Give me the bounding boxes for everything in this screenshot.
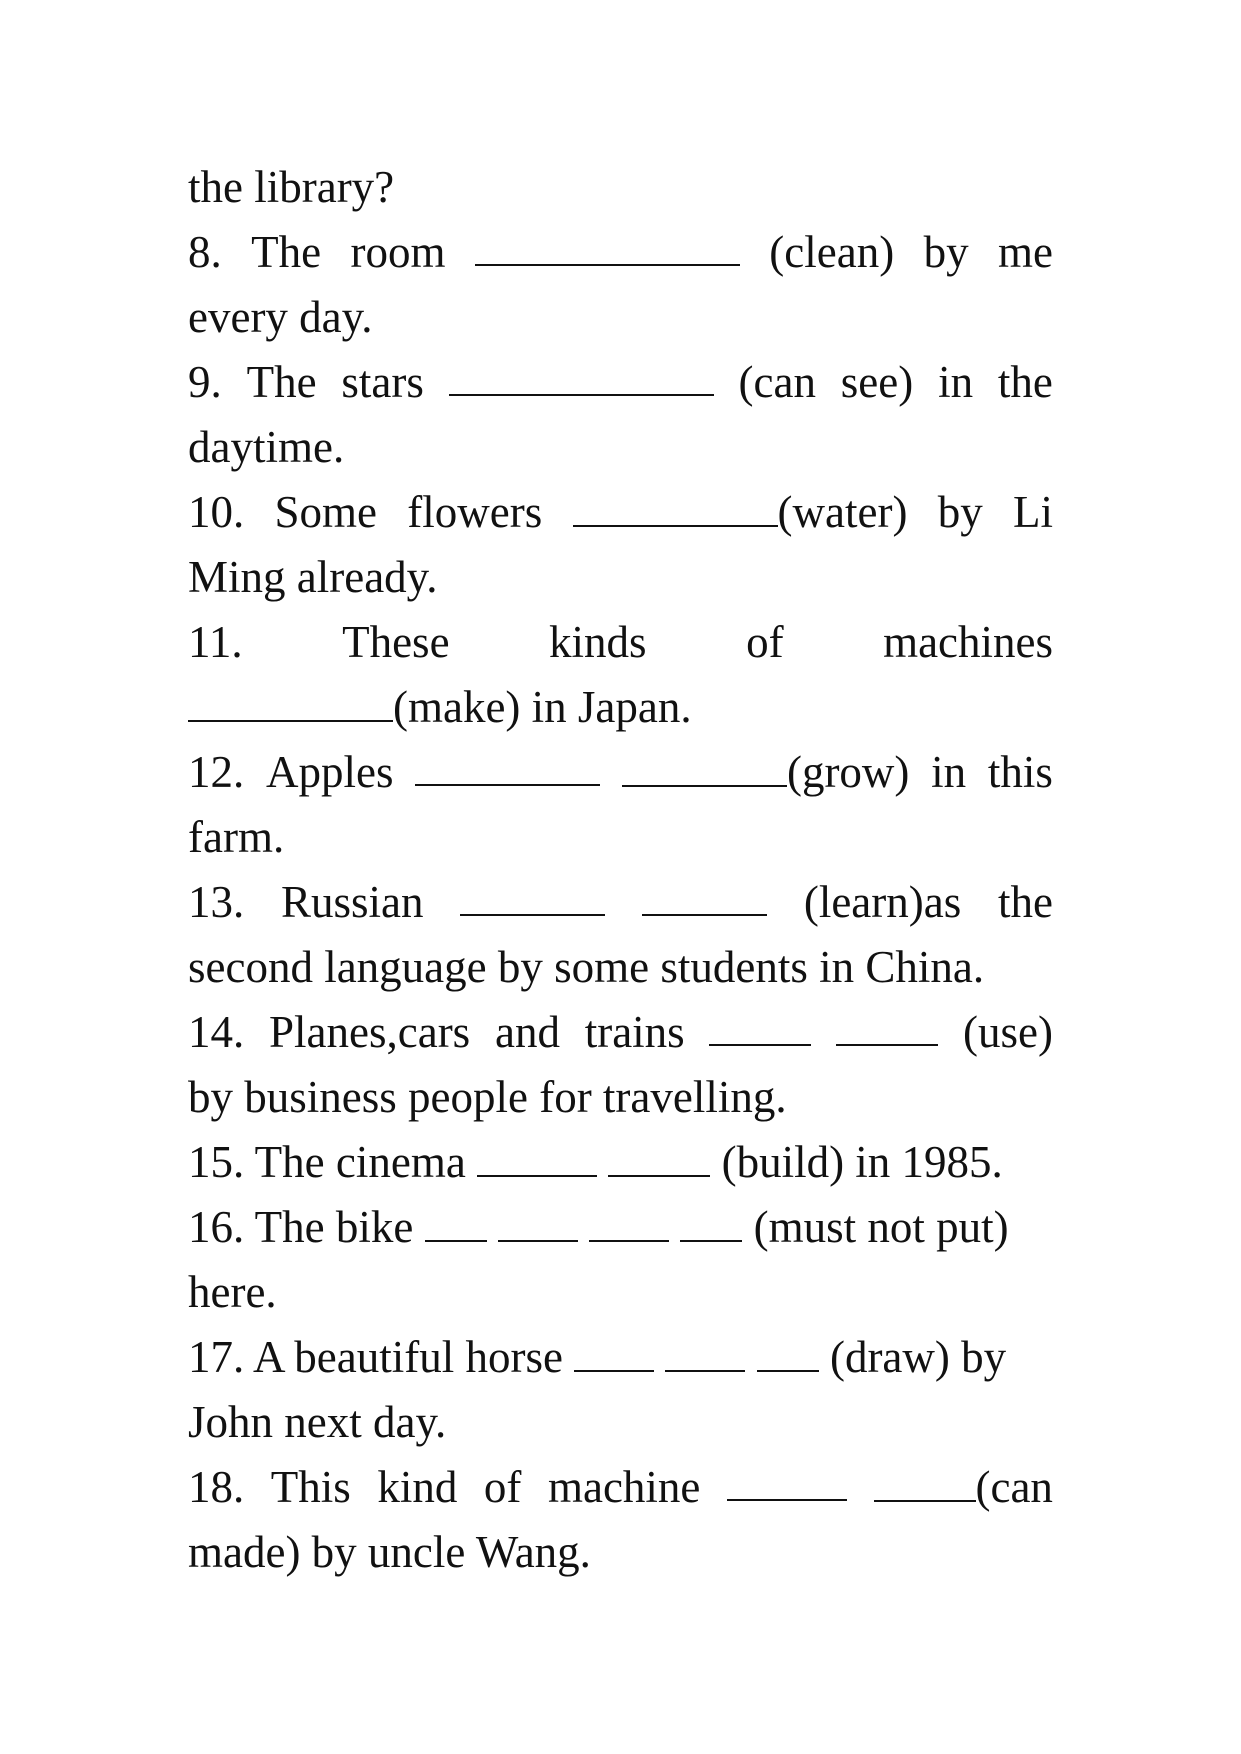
word: 13.: [188, 877, 245, 927]
word: 14.: [188, 1007, 245, 1057]
word: Planes,cars: [269, 1007, 471, 1057]
word: kind: [377, 1462, 458, 1512]
exercise-16-line-1: [188, 1195, 1053, 1260]
word: The: [251, 227, 322, 277]
word: Some: [274, 487, 378, 537]
text: 15. The cinema: [188, 1137, 466, 1187]
text: 17. A beautiful horse: [188, 1332, 563, 1382]
word: see): [840, 357, 914, 407]
word: of: [483, 1462, 522, 1512]
exercise-7-continuation: the library?: [188, 162, 395, 212]
word: The: [246, 357, 317, 407]
exercise-11-line-1: [188, 610, 1053, 675]
answer-blank[interactable]: [188, 676, 393, 722]
answer-blank[interactable]: [709, 1000, 811, 1046]
answer-blank[interactable]: [874, 1456, 976, 1502]
text: (must not put): [753, 1202, 1009, 1252]
answer-blank[interactable]: [665, 1326, 745, 1372]
answer-blank[interactable]: [836, 1000, 938, 1046]
word: 11.: [188, 617, 243, 667]
exercise-9-line-1: [188, 350, 1053, 415]
word: (learn)as: [803, 877, 962, 927]
word: of: [746, 617, 784, 667]
word: This: [270, 1462, 351, 1512]
answer-blank[interactable]: [415, 740, 600, 786]
exercise-15: [188, 1130, 1053, 1195]
worksheet-page: [188, 155, 1053, 1585]
word: by: [923, 227, 969, 277]
text: (build) in 1985.: [721, 1137, 1003, 1187]
text: (draw) by: [829, 1332, 1007, 1382]
answer-blank[interactable]: [622, 741, 787, 787]
answer-blank[interactable]: [589, 1196, 669, 1242]
exercise-13-line-2: second language by some students in China.: [188, 942, 985, 992]
word: (can: [975, 1462, 1053, 1512]
word: this: [987, 747, 1053, 797]
blank-with-word: [573, 480, 908, 545]
word: Russian: [281, 877, 424, 927]
word: and: [494, 1007, 560, 1057]
word: 9.: [188, 357, 222, 407]
exercise-17-line-1: [188, 1325, 1053, 1390]
answer-blank[interactable]: [449, 350, 714, 396]
answer-blank[interactable]: [573, 481, 778, 527]
exercise-9-line-2: daytime.: [188, 422, 345, 472]
word: 8.: [188, 227, 222, 277]
word: Li: [1012, 487, 1053, 537]
word: 12.: [188, 747, 245, 797]
word: 10.: [188, 487, 245, 537]
answer-blank[interactable]: [460, 870, 605, 916]
answer-blank[interactable]: [642, 870, 767, 916]
exercise-11-line-2: [188, 675, 1053, 740]
exercise-18-line-2: made) by uncle Wang.: [188, 1527, 591, 1577]
answer-blank[interactable]: [574, 1326, 654, 1372]
text: 16. The bike: [188, 1202, 414, 1252]
exercise-10-line-1: [188, 480, 1053, 545]
word: (water): [777, 487, 908, 537]
exercise-14-line-1: [188, 1000, 1053, 1065]
word: the: [997, 357, 1053, 407]
word: flowers: [407, 487, 543, 537]
answer-blank[interactable]: [757, 1326, 819, 1372]
word: 18.: [188, 1462, 245, 1512]
exercise-16-line-2: here.: [188, 1267, 277, 1317]
answer-blank[interactable]: [680, 1196, 742, 1242]
word: room: [350, 227, 446, 277]
answer-blank[interactable]: [477, 1131, 597, 1177]
word: machines: [883, 617, 1053, 667]
word: kinds: [549, 617, 647, 667]
exercise-8-line-2: every day.: [188, 292, 373, 342]
word: in: [931, 747, 967, 797]
blank-with-word: [874, 1455, 1053, 1520]
exercise-13-line-1: [188, 870, 1053, 935]
answer-blank[interactable]: [727, 1455, 847, 1501]
answer-blank[interactable]: [475, 220, 740, 266]
exercise-12-line-2: farm.: [188, 812, 285, 862]
word: trains: [584, 1007, 685, 1057]
word: the: [997, 877, 1053, 927]
exercise-8-line-1: [188, 220, 1053, 285]
exercise-18-line-1: [188, 1455, 1053, 1520]
word: (clean): [769, 227, 895, 277]
answer-blank[interactable]: [425, 1196, 487, 1242]
word: machine: [547, 1462, 701, 1512]
text: (make) in Japan.: [393, 682, 692, 732]
word: (use): [963, 1007, 1053, 1057]
word: me: [997, 227, 1053, 277]
exercise-12-line-1: [188, 740, 1053, 805]
word: (grow): [786, 747, 910, 797]
word: in: [938, 357, 974, 407]
answer-blank[interactable]: [608, 1131, 710, 1177]
word: stars: [341, 357, 424, 407]
answer-blank[interactable]: [498, 1196, 578, 1242]
word: by: [937, 487, 983, 537]
exercise-10-line-2: Ming already.: [188, 552, 438, 602]
word: These: [342, 617, 450, 667]
exercise-17-line-2: John next day.: [188, 1397, 447, 1447]
exercise-14-line-2: by business people for travelling.: [188, 1072, 787, 1122]
word: Apples: [265, 747, 394, 797]
word: (can: [738, 357, 816, 407]
blank-with-word: [622, 740, 909, 805]
